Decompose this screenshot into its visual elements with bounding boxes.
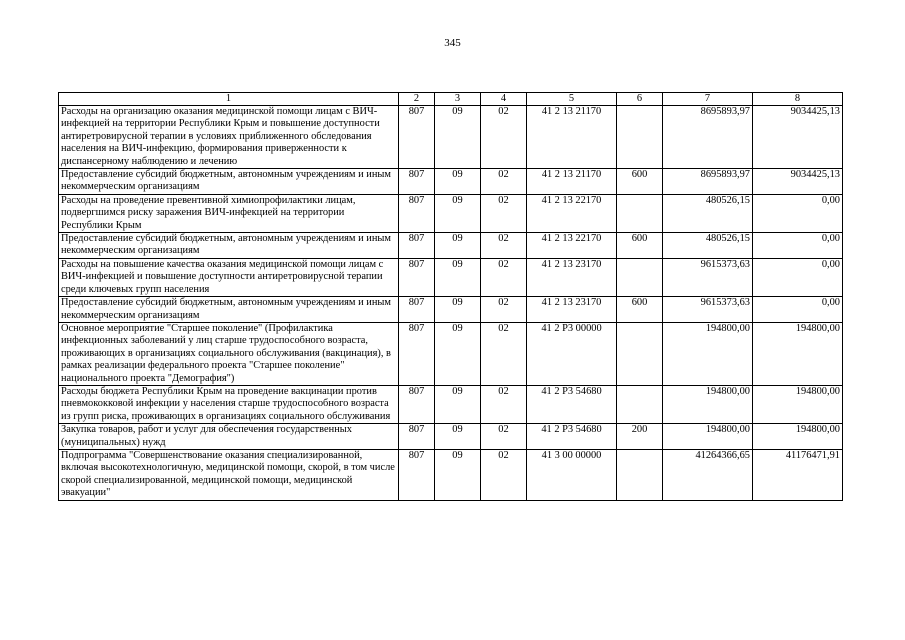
subsection-code: 02	[481, 106, 527, 169]
expense-type-code	[617, 106, 663, 169]
table-row	[59, 194, 843, 232]
grbs-code: 807	[399, 194, 435, 232]
section-code: 09	[435, 258, 481, 296]
section-code: 09	[435, 297, 481, 323]
amount-year-1: 194800,00	[663, 424, 753, 450]
table-row	[59, 169, 843, 195]
subsection-code: 02	[481, 424, 527, 450]
amount-year-1: 41264366,65	[663, 449, 753, 500]
table-row	[59, 297, 843, 323]
target-article-code: 41 2 13 21170	[527, 106, 617, 169]
column-header: 4	[481, 93, 527, 106]
expense-type-code	[617, 258, 663, 296]
amount-year-2: 41176471,91	[753, 449, 843, 500]
expense-name: Основное мероприятие "Старшее поколение" (Профилактика инфекционных заболеваний у лиц старше трудоспособного возраста, проживающих в организациях социального обслуживания (вакцинация), в рамках реализации федерального проекта "Старшее поколение" национального проекта "Демография")	[59, 322, 399, 385]
section-code: 09	[435, 322, 481, 385]
grbs-code: 807	[399, 258, 435, 296]
amount-year-1: 9615373,63	[663, 258, 753, 296]
expense-name: Предоставление субсидий бюджетным, автономным учреждениям и иным некоммерческим организациям	[59, 169, 399, 195]
amount-year-2: 0,00	[753, 233, 843, 259]
amount-year-1: 194800,00	[663, 385, 753, 423]
expense-name: Подпрограмма "Совершенствование оказания специализированной, включая высокотехнологичную, медицинской помощи, скорой, в том числе скорой специализированной, медицинской помощи, медицинской эвакуации"	[59, 449, 399, 500]
expense-name: Расходы на организацию оказания медицинской помощи лицам с ВИЧ-инфекцией на территории Республики Крым и повышение доступности антиретровирусной терапии в условиях приближенного обследования населения на ВИЧ-инфекцию, формирования приверженности к диспансерному наблюдению и лечению	[59, 106, 399, 169]
grbs-code: 807	[399, 322, 435, 385]
grbs-code: 807	[399, 233, 435, 259]
section-code: 09	[435, 385, 481, 423]
grbs-code: 807	[399, 449, 435, 500]
budget-table	[58, 92, 843, 501]
subsection-code: 02	[481, 449, 527, 500]
expense-type-code	[617, 385, 663, 423]
grbs-code: 807	[399, 385, 435, 423]
grbs-code: 807	[399, 169, 435, 195]
page-number: 345	[444, 37, 461, 49]
subsection-code: 02	[481, 297, 527, 323]
expense-type-code	[617, 449, 663, 500]
target-article-code: 41 2 P3 54680	[527, 424, 617, 450]
amount-year-2: 9034425,13	[753, 169, 843, 195]
expense-name: Предоставление субсидий бюджетным, автономным учреждениям и иным некоммерческим организациям	[59, 233, 399, 259]
amount-year-2: 194800,00	[753, 424, 843, 450]
amount-year-1: 480526,15	[663, 194, 753, 232]
table-row	[59, 385, 843, 423]
amount-year-2: 0,00	[753, 194, 843, 232]
expense-type-code	[617, 322, 663, 385]
expense-type-code: 600	[617, 233, 663, 259]
target-article-code: 41 2 13 23170	[527, 297, 617, 323]
target-article-code: 41 2 P3 54680	[527, 385, 617, 423]
expense-type-code	[617, 194, 663, 232]
table-row	[59, 449, 843, 500]
target-article-code: 41 2 P3 00000	[527, 322, 617, 385]
amount-year-2: 9034425,13	[753, 106, 843, 169]
expense-name: Расходы на проведение превентивной химиопрофилактики лицам, подвергшимся риску заражения ВИЧ-инфекцией на территории Республики Крым	[59, 194, 399, 232]
target-article-code: 41 3 00 00000	[527, 449, 617, 500]
column-header: 8	[753, 93, 843, 106]
section-code: 09	[435, 194, 481, 232]
amount-year-1: 8695893,97	[663, 169, 753, 195]
column-header: 6	[617, 93, 663, 106]
grbs-code: 807	[399, 297, 435, 323]
table-row	[59, 258, 843, 296]
section-code: 09	[435, 449, 481, 500]
subsection-code: 02	[481, 194, 527, 232]
amount-year-2: 0,00	[753, 297, 843, 323]
table-row	[59, 233, 843, 259]
section-code: 09	[435, 169, 481, 195]
amount-year-1: 9615373,63	[663, 297, 753, 323]
subsection-code: 02	[481, 385, 527, 423]
subsection-code: 02	[481, 322, 527, 385]
target-article-code: 41 2 13 22170	[527, 233, 617, 259]
subsection-code: 02	[481, 169, 527, 195]
target-article-code: 41 2 13 22170	[527, 194, 617, 232]
grbs-code: 807	[399, 424, 435, 450]
table-row	[59, 106, 843, 169]
column-header: 5	[527, 93, 617, 106]
amount-year-1: 480526,15	[663, 233, 753, 259]
amount-year-2: 194800,00	[753, 322, 843, 385]
column-header: 7	[663, 93, 753, 106]
expense-type-code: 600	[617, 169, 663, 195]
expense-name: Расходы бюджета Республики Крым на проведение вакцинации против пневмококковой инфекции у населения старше трудоспособного возраста из групп риска, проживающих в организациях социального обслуживания	[59, 385, 399, 423]
target-article-code: 41 2 13 23170	[527, 258, 617, 296]
column-header: 1	[59, 93, 399, 106]
amount-year-2: 0,00	[753, 258, 843, 296]
amount-year-1: 8695893,97	[663, 106, 753, 169]
expense-name: Предоставление субсидий бюджетным, автономным учреждениям и иным некоммерческим организациям	[59, 297, 399, 323]
amount-year-1: 194800,00	[663, 322, 753, 385]
expense-type-code: 600	[617, 297, 663, 323]
expense-type-code: 200	[617, 424, 663, 450]
table-row	[59, 322, 843, 385]
expense-name: Расходы на повышение качества оказания медицинской помощи лицам с ВИЧ-инфекцией и повышение доступности антиретровирусной терапии среди ключевых групп населения	[59, 258, 399, 296]
header-row	[59, 93, 843, 106]
target-article-code: 41 2 13 21170	[527, 169, 617, 195]
expense-name: Закупка товаров, работ и услуг для обеспечения государственных (муниципальных) нужд	[59, 424, 399, 450]
amount-year-2: 194800,00	[753, 385, 843, 423]
subsection-code: 02	[481, 233, 527, 259]
column-header: 2	[399, 93, 435, 106]
grbs-code: 807	[399, 106, 435, 169]
section-code: 09	[435, 106, 481, 169]
section-code: 09	[435, 233, 481, 259]
section-code: 09	[435, 424, 481, 450]
column-header: 3	[435, 93, 481, 106]
table-row	[59, 424, 843, 450]
subsection-code: 02	[481, 258, 527, 296]
